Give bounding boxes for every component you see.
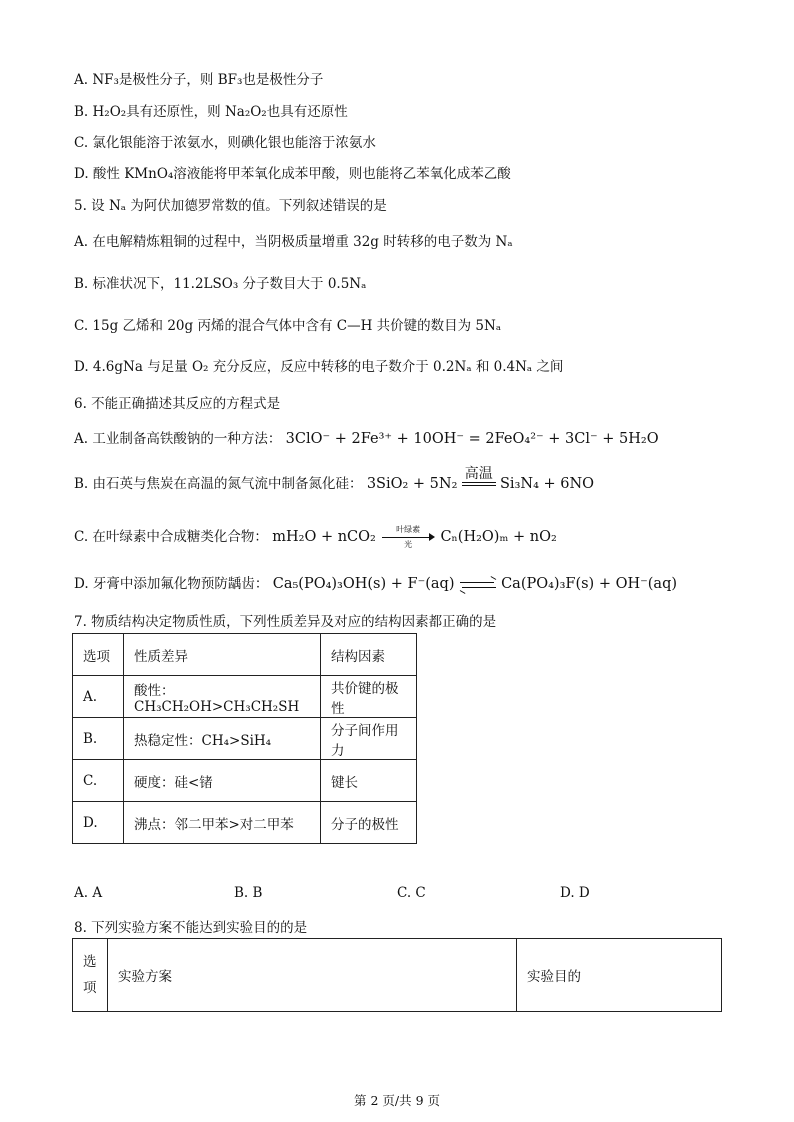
q8-stem: 8. 下列实验方案不能达到实验目的的是 [74,920,308,936]
header-cell-plan: 实验方案 [108,939,517,1012]
header-option-top: 选 [83,954,97,970]
table-header-row [73,634,417,676]
q5-option-d: D. 4.6gNa 与足量 O₂ 充分反应，反应中转移的电子数介于 0.2Nₐ 和 0.4Nₐ 之间 [74,359,564,375]
q4-option-c: C. 氯化银能溶于浓氨水，则碘化银也能溶于浓氨水 [74,135,376,151]
q6b-condition-arrow [462,466,496,494]
q6c-condition-bottom: 光 [404,539,413,549]
q6-option-c [74,525,557,550]
table-cell: 键长 [321,760,417,802]
q8-table [72,938,722,1012]
table-cell: 分子间作用力 [321,718,417,760]
q5-option-a: A. 在电解精炼粗铜的过程中，当阴极质量增重 32g 时转移的电子数为 Nₐ [74,234,513,250]
header-cell-option [73,939,108,1012]
header-cell-structure: 结构因素 [321,634,417,676]
q6-stem: 6. 不能正确描述其反应的方程式是 [74,396,281,412]
q7-stem: 7. 物质结构决定物质性质，下列性质差异及对应的结构因素都正确的是 [74,614,497,630]
table-cell: 共价键的极性 [321,676,417,718]
table-cell: 沸点：邻二甲苯>对二甲苯 [124,802,321,844]
q6b-condition: 高温 [464,466,493,482]
table-cell: B. [73,718,124,760]
q6c-condition-arrow [380,526,436,550]
equals-sign-icon [462,482,496,486]
table-cell: 硬度：硅<锗 [124,760,321,802]
table-cell: C. [73,760,124,802]
q7-option-b: B. B [234,885,263,901]
table-row [73,760,417,802]
equilibrium-arrow-icon [459,579,497,591]
q5-option-c: C. 15g 乙烯和 20g 丙烯的混合气体中含有 C—H 共价键的数目为 5Nₐ [74,318,502,334]
q6d-text: D. 牙膏中添加氟化物预防龋齿： [74,576,269,592]
q4-option-d: D. 酸性 KMnO₄溶液能将甲苯氧化成苯甲酸，则也能将乙苯氧化成苯乙酸 [74,166,511,182]
q7-option-d: D. D [560,885,590,901]
table-header-row [73,939,722,1012]
q6-option-b [74,466,594,494]
q4-option-b: B. H₂O₂具有还原性，则 Na₂O₂也具有还原性 [74,104,348,120]
arrow-right-icon [382,537,432,538]
q7-table [72,633,417,844]
table-cell: 热稳定性：CH₄>SiH₄ [124,718,321,760]
q4-option-a: A. NF₃是极性分子，则 BF₃也是极性分子 [74,72,324,88]
q5-option-b: B. 标准状况下，11.2LSO₃ 分子数目大于 0.5Nₐ [74,276,367,292]
page-footer: 第 2 页/共 9 页 [353,1093,440,1108]
table-cell: D. [73,802,124,844]
q7-option-a: A. A [74,885,103,901]
q5-stem: 5. 设 Nₐ 为阿伏加德罗常数的值。下列叙述错误的是 [74,198,387,214]
q6-option-d [74,572,677,592]
q7-option-c: C. C [397,885,426,901]
q6c-text: C. 在叶绿素中合成糖类化合物： [74,529,268,545]
q6d-equation-right: Ca(PO₄)₃F(s) + OH⁻(aq) [501,576,678,592]
header-option-bottom: 项 [83,980,97,996]
q6c-equation-left: mH₂O + nCO₂ [272,529,376,545]
q6a-text: A. 工业制备高铁酸钠的一种方法： [74,431,282,447]
q6a-equation: 3ClO⁻ + 2Fe³⁺ + 10OH⁻ = 2FeO₄²⁻ + 3Cl⁻ + 5H₂O [285,431,659,447]
table-cell: 酸性：CH₃CH₂OH>CH₃CH₂SH [124,676,321,718]
q6b-text: B. 由石英与焦炭在高温的氮气流中制备氮化硅： [74,476,363,492]
table-row [73,718,417,760]
q6b-equation-right: Si₃N₄ + 6NO [500,476,595,492]
q6b-equation-left: 3SiO₂ + 5N₂ [366,476,458,492]
table-cell: A. [73,676,124,718]
table-row [73,802,417,844]
q6c-condition-top: 叶绿素 [396,524,421,534]
q6-option-a [74,427,659,447]
table-row [73,676,417,718]
header-cell-option: 选项 [73,634,124,676]
q6d-equation-left: Ca₅(PO₄)₃OH(s) + F⁻(aq) [272,576,455,592]
header-cell-property: 性质差异 [124,634,321,676]
table-cell: 分子的极性 [321,802,417,844]
header-cell-purpose: 实验目的 [517,939,722,1012]
q6c-equation-right: Cₙ(H₂O)ₘ + nO₂ [440,529,557,545]
